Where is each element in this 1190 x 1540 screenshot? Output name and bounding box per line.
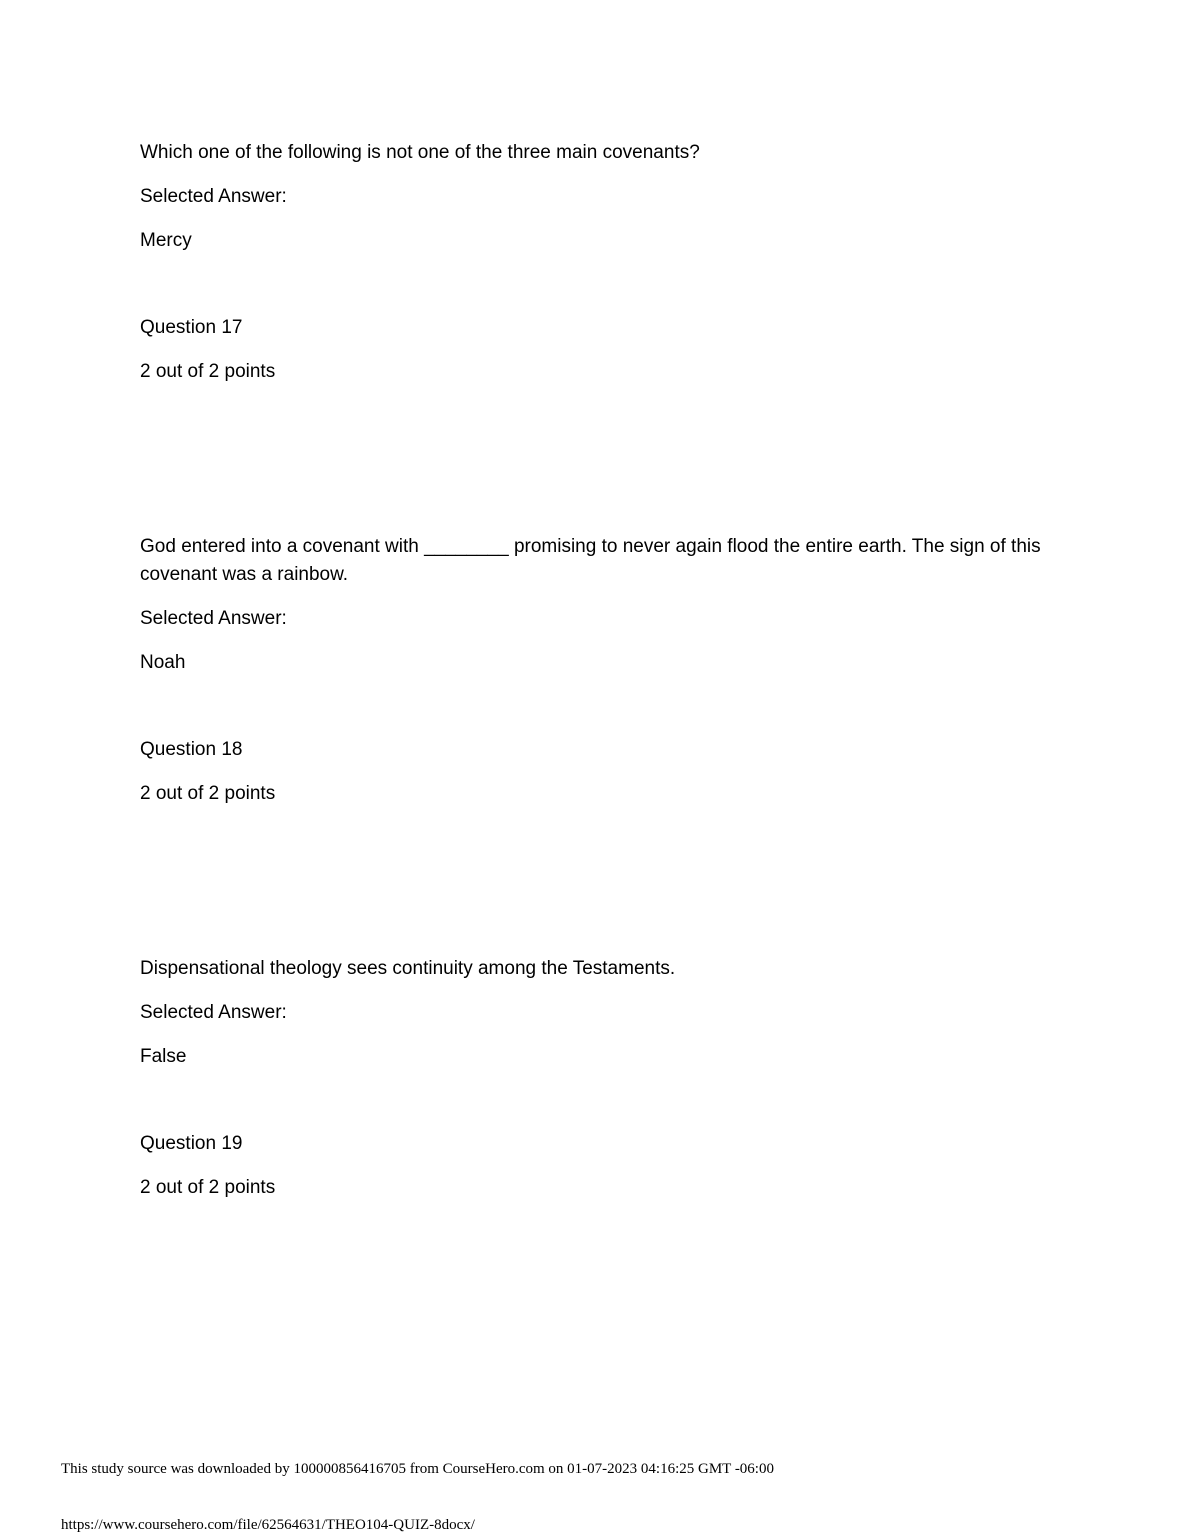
download-source-note: This study source was downloaded by 100000856416705 from CourseHero.com on 01-07-2023 04:16:25 GMT -06:00: [61, 1461, 774, 1477]
question-number: Question 17: [140, 317, 243, 338]
selected-answer-value: Mercy: [140, 230, 192, 251]
source-url: https://www.coursehero.com/file/62564631/THEO104-QUIZ-8docx/: [61, 1517, 475, 1533]
selected-answer-label: Selected Answer:: [140, 608, 287, 629]
question-text: Dispensational theology sees continuity among the Testaments.: [140, 958, 676, 979]
selected-answer-value: Noah: [140, 652, 186, 673]
question-points: 2 out of 2 points: [140, 1177, 276, 1198]
selected-answer-value: False: [140, 1046, 187, 1067]
selected-answer-label: Selected Answer:: [140, 1002, 287, 1023]
question-points: 2 out of 2 points: [140, 361, 276, 382]
question-number: Question 18: [140, 739, 243, 760]
question-number: Question 19: [140, 1133, 243, 1154]
selected-answer-label: Selected Answer:: [140, 186, 287, 207]
question-text: Which one of the following is not one of the three main covenants?: [140, 142, 700, 163]
question-text: God entered into a covenant with ________ promising to never again flood the entire earth. The sign of this covenant was a rainbow.: [140, 536, 1041, 585]
question-points: 2 out of 2 points: [140, 783, 276, 804]
